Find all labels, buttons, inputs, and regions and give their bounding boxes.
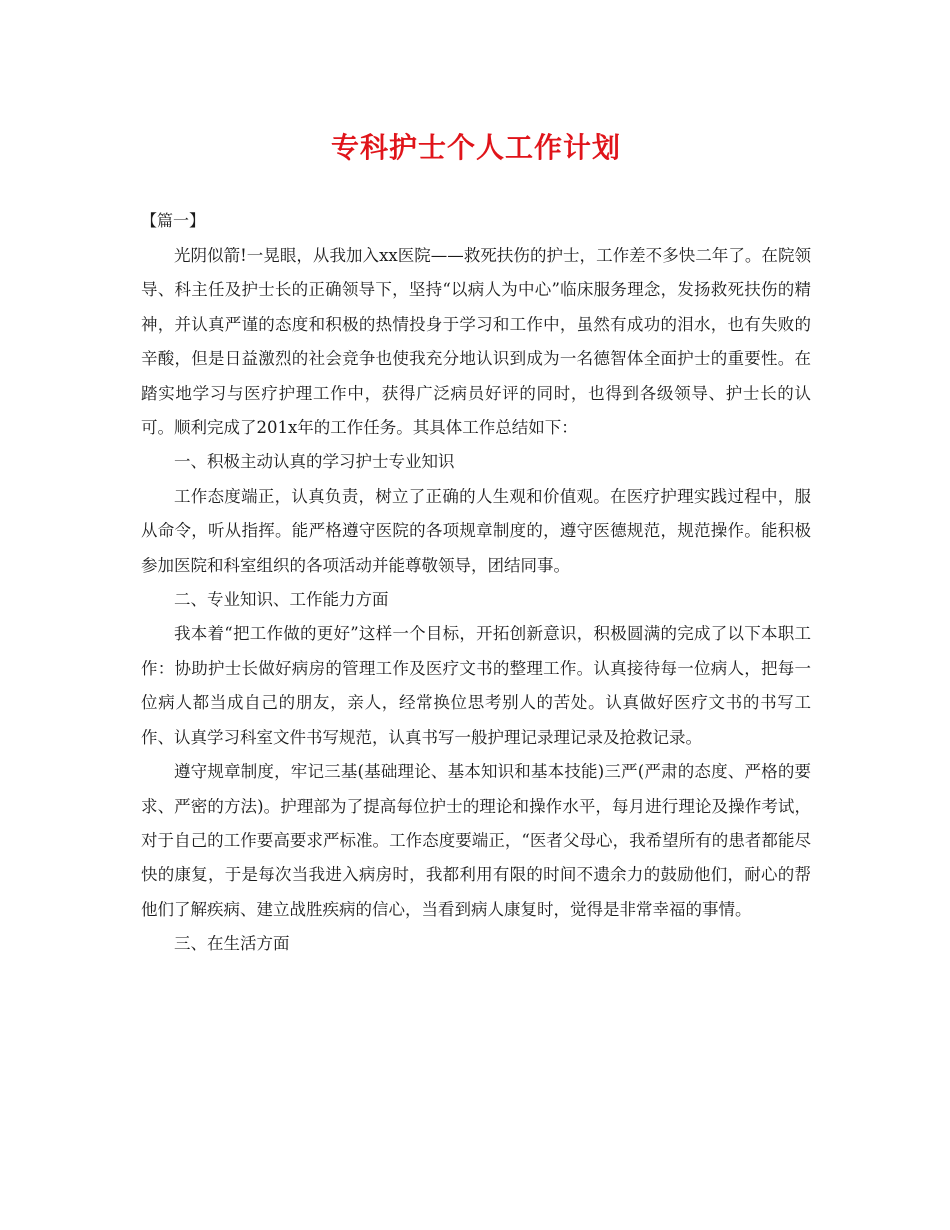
- document-body: [141, 239, 811, 962]
- paragraph-intro: 光阴似箭!一晃眼，从我加入xx医院——救死扶伤的护士，工作差不多快二年了。在院领导、科主任及护士长的正确领导下，坚持“以病人为中心”临床服务理念，发扬救死扶伤的精神，并认真严谨的态度和积极的热情投身于学习和工作中，虽然有成功的泪水，也有失败的辛酸，但是日益激烈的社会竞争也使我充分地认识到成为一名德智体全面护士的重要性。在踏实地学习与医疗护理工作中，获得广泛病员好评的同时，也得到各级领导、护士长的认可。顺利完成了201x年的工作任务。其具体工作总结如下：: [141, 246, 811, 438]
- section-heading-1: 一、积极主动认真的学习护士专业知识: [174, 452, 455, 472]
- paragraph-work: 我本着“把工作做的更好”这样一个目标，开拓创新意识，积极圆满的完成了以下本职工作：协助护士长做好病房的管理工作及医疗文书的整理工作。认真接待每一位病人，把每一位病人都当成自己的朋友，亲人，经常换位思考别人的苦处。认真做好医疗文书的书写工作、认真学习科室文件书写规范，认真书写一般护理记录理记录及抢救记录。: [141, 624, 811, 747]
- section-tag: 【篇一】: [141, 211, 206, 230]
- section-heading-2: 二、专业知识、工作能力方面: [174, 590, 389, 610]
- section-heading-3: 三、在生活方面: [174, 934, 290, 954]
- document-title: 专科护士个人工作计划: [330, 131, 621, 164]
- paragraph-rules: 遵守规章制度，牢记三基(基础理论、基本知识和基本技能)三严(严肃的态度、严格的要求、严密的方法)。护理部为了提高每位护士的理论和操作水平，每月进行理论及操作考试，对于自己的工作要高要求严标准。工作态度要端正，“医者父母心，我希望所有的患者都能尽快的康复，于是每次当我进入病房时，我都利用有限的时间不遗余力的鼓励他们，耐心的帮他们了解疾病、建立战胜疾病的信心，当看到病人康复时，觉得是非常幸福的事情。: [141, 762, 811, 919]
- paragraph-attitude: 工作态度端正，认真负责，树立了正确的人生观和价值观。在医疗护理实践过程中，服从命令，听从指挥。能严格遵守医院的各项规章制度的，遵守医德规范，规范操作。能积极参加医院和科室组织的各项活动并能尊敬领导，团结同事。: [141, 486, 811, 575]
